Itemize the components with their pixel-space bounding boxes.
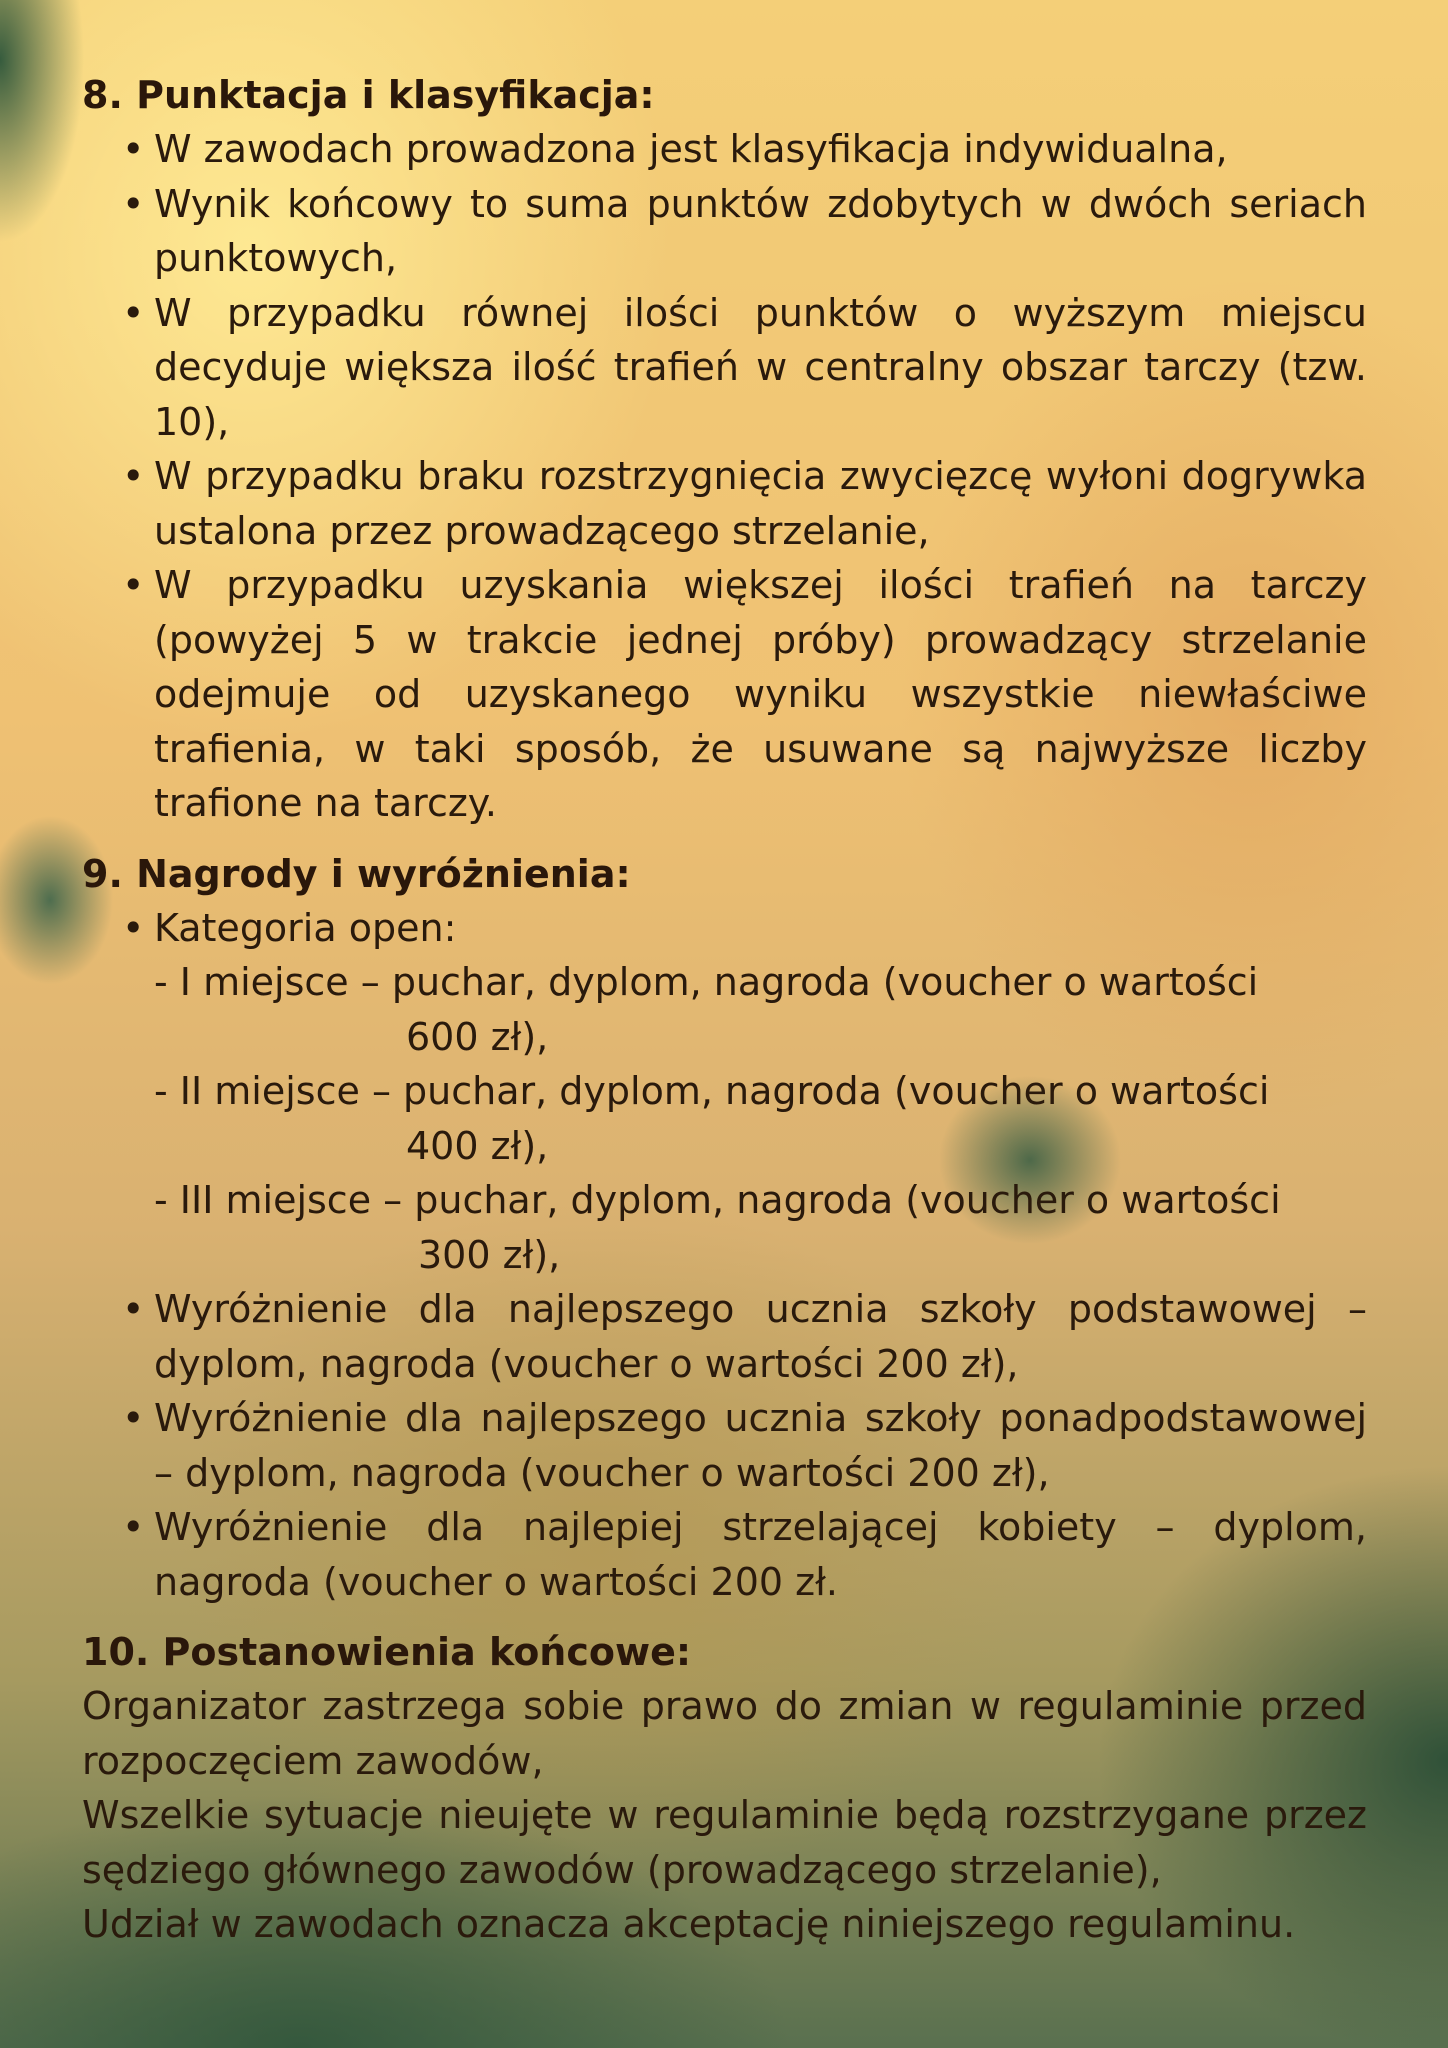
list-item: • Wyróżnienie dla najlepszego ucznia szkoły ponadpodstawowej – dyplom, nagroda (voucher o wartości 200 zł), [154, 1391, 1367, 1500]
section-scoring [82, 68, 1367, 831]
prize-item-third [154, 1173, 1367, 1282]
document-page [82, 68, 1367, 1968]
prize-value: 400 zł), [406, 1123, 549, 1168]
prize-item-second [154, 1064, 1367, 1173]
prize-value: 600 zł), [406, 1014, 549, 1059]
places-list [154, 955, 1367, 1282]
list-item: • Wynik końcowy to suma punktów zdobytych w dwóch seriach punktowych, [154, 177, 1367, 286]
prize-item-first [154, 955, 1367, 1064]
list-item: • W przypadku braku rozstrzygnięcia zwycięzcę wyłoni dogrywka ustalona przez prowadzącego strzelanie, [154, 449, 1367, 558]
list-item: • W zawodach prowadzona jest klasyfikacja indywidualna, [154, 122, 1367, 177]
section-heading-prizes: 9. Nagrody i wyróżnienia: [82, 851, 631, 896]
prize-place: - III miejsce – [154, 1178, 415, 1222]
paragraph: Udział w zawodach oznacza akceptację niniejszego regulaminu. [82, 1902, 1296, 1946]
prize-desc: puchar, dyplom, nagroda (voucher o wartości [414, 1178, 1281, 1222]
section-prizes [82, 847, 1367, 1610]
prize-value: 300 zł), [418, 1232, 561, 1277]
section-final-provisions [82, 1625, 1367, 1952]
list-item: • Wyróżnienie dla najlepszego ucznia szkoły podstawowej – dyplom, nagroda (voucher o wartości 200 zł), [154, 1282, 1367, 1391]
list-item-category-open [154, 901, 1367, 1283]
paragraph: Organizator zastrzega sobie prawo do zmian w regulaminie przed rozpoczęciem zawodów, [82, 1684, 1367, 1783]
prize-place: - I miejsce – [154, 960, 392, 1004]
list-item: • Wyróżnienie dla najlepiej strzelającej kobiety – dyplom, nagroda (voucher o wartości 200 zł. [154, 1500, 1367, 1609]
section-heading-final: 10. Postanowienia końcowe: [82, 1630, 692, 1674]
prize-desc: puchar, dyplom, nagroda (voucher o wartości [403, 1069, 1270, 1113]
category-label: Kategoria open: [154, 905, 457, 950]
prize-place: - II miejsce – [154, 1069, 404, 1113]
list-item: • W przypadku uzyskania większej ilości trafień na tarczy (powyżej 5 w trakcie jednej próby) prowadzący strzelanie odejmuje od uzyskanego wyniku wszystkie niewłaściwe trafienia, w taki sposób, że usuwane są najwyższe liczby trafione na tarczy. [154, 558, 1367, 831]
prize-desc: puchar, dyplom, nagroda (voucher o wartości [391, 960, 1259, 1004]
paragraph: Wszelkie sytuacje nieujęte w regulaminie będą rozstrzygane przez sędziego głównego zawodów (prowadzącego strzelanie), [82, 1793, 1367, 1892]
scoring-list [82, 122, 1367, 831]
prizes-list [82, 901, 1367, 1610]
list-item: • W przypadku równej ilości punktów o wyższym miejscu decyduje większa ilość trafień w centralny obszar tarczy (tzw. 10), [154, 286, 1367, 450]
section-heading-scoring: 8. Punktacja i klasyfikacja: [82, 73, 655, 117]
